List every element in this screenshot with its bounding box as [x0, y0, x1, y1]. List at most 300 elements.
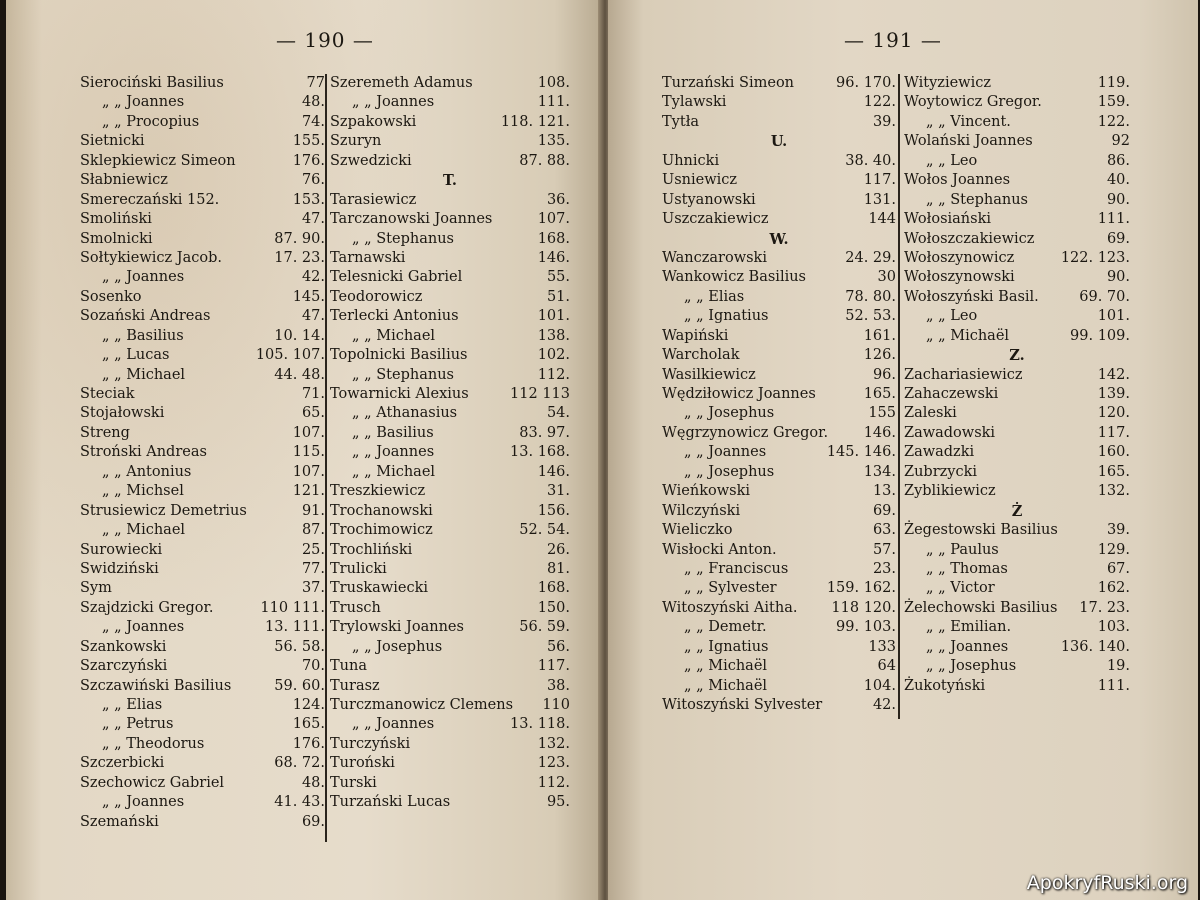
entry-page-refs: 39. [872, 113, 896, 130]
entry-page-refs: 44. 48. [274, 366, 325, 383]
entry-name: Szczawiński Basilius [80, 677, 232, 694]
entry-name: Wanczarowski [662, 249, 767, 266]
entry-page-refs: 69. [301, 813, 325, 830]
entry-page-refs: 138. [537, 327, 570, 344]
entry-page-refs: 37. [301, 580, 325, 597]
entry-name: Żukotyński [904, 677, 986, 694]
entry-name: Smoliński [80, 211, 152, 228]
entry-page-refs: 68. 72. [274, 755, 325, 772]
entry-name: „ „ Stephanus [352, 366, 454, 383]
entry-page-refs: 110 111. [260, 599, 325, 616]
entry-page-refs: 77 [306, 75, 325, 91]
entry-page-refs: 146. [863, 424, 896, 441]
index-entry [662, 463, 896, 482]
entry-page-refs: 92 [1111, 133, 1130, 150]
index-entry [330, 677, 570, 696]
index-entry [904, 210, 1130, 229]
entry-name: „ „ Joannes [102, 269, 185, 286]
entry-page-refs: 13. [872, 483, 896, 500]
entry-name: Trylowski Joannes [330, 619, 464, 636]
right-page-column-1 [662, 74, 896, 715]
index-entry [904, 74, 1130, 93]
entry-name: Wityziewicz [904, 75, 991, 91]
entry-name: Tarasiewicz [330, 191, 417, 208]
entry-page-refs: 70. [301, 658, 325, 675]
entry-name: „ „ Vincent. [926, 113, 1011, 130]
entry-page-refs: 120. [1097, 405, 1130, 422]
index-entry [904, 191, 1130, 210]
entry-page-refs: 117. [537, 658, 570, 675]
index-entry [80, 657, 325, 676]
entry-page-refs: 139. [1097, 386, 1130, 402]
entry-page-refs: 41. 43. [274, 794, 325, 811]
entry-page-refs: 52. 53. [845, 308, 896, 325]
entry-name: „ „ Procopius [102, 113, 200, 130]
left-page-column-2 [330, 74, 570, 813]
index-entry [80, 191, 325, 210]
index-entry [662, 696, 896, 715]
entry-name: Szarczyński [80, 658, 168, 675]
index-entry [662, 482, 896, 501]
entry-page-refs: 129. [1097, 541, 1130, 558]
entry-page-refs: 64 [877, 658, 896, 675]
entry-page-refs: 117. [863, 172, 896, 189]
index-entry [904, 541, 1130, 560]
entry-page-refs: 56. 59. [519, 619, 570, 636]
index-entry [662, 599, 896, 618]
entry-name: Tarczanowski Joannes [330, 211, 493, 228]
entry-name: „ „ Josephus [684, 405, 775, 422]
entry-name: Wasilkiewicz [662, 366, 756, 383]
index-entry [662, 113, 896, 132]
entry-page-refs: 47. [301, 211, 325, 228]
entry-page-refs: 117. [1097, 424, 1130, 441]
entry-page-refs: 156. [537, 502, 570, 519]
entry-page-refs: 146. [537, 249, 570, 266]
entry-name: Woytowicz Gregor. [904, 94, 1042, 111]
entry-name: „ „ Josephus [352, 638, 443, 655]
index-entry [330, 307, 570, 326]
left-page-number: — 190 — [276, 28, 374, 52]
index-entry [80, 599, 325, 618]
entry-page-refs: 105. 107. [255, 347, 325, 364]
entry-name: „ „ Basilius [352, 424, 434, 441]
entry-name: Truskawiecki [330, 580, 428, 597]
entry-name: Szeremeth Adamus [330, 75, 473, 91]
entry-page-refs: 31. [546, 483, 570, 500]
index-entry [330, 443, 570, 462]
entry-page-refs: 65. [301, 405, 325, 422]
entry-name: Szechowicz Gabriel [80, 774, 225, 791]
entry-name: „ „ Josephus [684, 463, 775, 480]
entry-name: Topolnicki Basilius [330, 347, 468, 364]
entry-page-refs: 112. [537, 366, 570, 383]
entry-name: Węgrzynowicz Gregor. [662, 424, 829, 441]
entry-name: Warcholak [662, 347, 740, 364]
entry-name: Sym [80, 580, 112, 597]
index-entry [80, 502, 325, 521]
entry-page-refs: 87. 90. [274, 230, 325, 247]
watermark: ApokryfRuski.org [1026, 872, 1188, 894]
index-entry [330, 327, 570, 346]
index-entry [662, 541, 896, 560]
entry-name: „ „ Paulus [926, 541, 999, 558]
index-entry [904, 385, 1130, 404]
entry-name: „ „ Joannes [352, 94, 435, 111]
entry-name: Sołtykiewicz Jacob. [80, 249, 223, 266]
entry-page-refs: 63. [872, 522, 896, 539]
entry-name: Stroński Andreas [80, 444, 207, 461]
entry-page-refs: 17. 23. [1079, 599, 1130, 616]
index-entry [662, 424, 896, 443]
index-entry [330, 502, 570, 521]
index-letter-heading: T. [443, 172, 457, 190]
index-entry [80, 521, 325, 540]
entry-page-refs: 112 113 [510, 386, 570, 402]
entry-page-refs: 126. [863, 347, 896, 364]
entry-name: „ „ Michael [352, 327, 436, 344]
entry-page-refs: 121. [292, 483, 325, 500]
index-entry [904, 93, 1130, 112]
entry-name: Stojałowski [80, 405, 165, 422]
entry-name: Swidziński [80, 560, 159, 577]
index-entry [904, 677, 1130, 696]
entry-name: Trulicki [330, 560, 387, 577]
entry-name: Turczyński [330, 735, 411, 752]
index-entry [80, 793, 325, 812]
entry-name: „ „ Joannes [352, 716, 435, 733]
entry-name: Trochanowski [330, 502, 433, 519]
entry-name: Wołoszyński Basil. [904, 288, 1039, 305]
index-entry [662, 249, 896, 268]
entry-page-refs: 13. 168. [510, 444, 570, 461]
right-page [608, 0, 1198, 900]
entry-page-refs: 123. [537, 755, 570, 772]
index-entry [662, 560, 896, 579]
entry-name: „ „ Petrus [102, 716, 174, 733]
index-entry [904, 424, 1130, 443]
index-entry [904, 599, 1130, 618]
entry-name: Sozański Andreas [80, 308, 211, 325]
entry-page-refs: 131. [863, 191, 896, 208]
entry-name: Zawadowski [904, 424, 996, 441]
entry-name: Uhnicki [662, 152, 720, 169]
right-page-column-2 [904, 74, 1130, 696]
index-entry [662, 521, 896, 540]
index-entry [904, 171, 1130, 190]
entry-page-refs: 36. [546, 191, 570, 208]
entry-page-refs: 39. [1106, 522, 1130, 539]
entry-name: Żelechowski Basilius [904, 599, 1058, 616]
index-entry [904, 657, 1130, 676]
entry-page-refs: 55. [546, 269, 570, 286]
entry-name: „ „ Joannes [684, 444, 767, 461]
entry-name: „ „ Michael [102, 522, 186, 539]
entry-page-refs: 102. [537, 347, 570, 364]
entry-name: Wołoszynowicz [904, 249, 1015, 266]
index-entry [330, 191, 570, 210]
index-entry [80, 152, 325, 171]
index-entry [904, 132, 1130, 151]
index-entry [904, 579, 1130, 598]
index-entry [80, 366, 325, 385]
index-entry [330, 152, 570, 171]
right-page-number: — 191 — [844, 28, 942, 52]
entry-name: Sklepkiewicz Simeon [80, 152, 236, 169]
entry-name: „ „ Lucas [102, 347, 170, 364]
entry-page-refs: 155. [292, 133, 325, 150]
entry-page-refs: 90. [1106, 269, 1130, 286]
entry-name: Sierociński Basilius [80, 75, 224, 91]
index-entry [80, 268, 325, 287]
index-entry [904, 288, 1130, 307]
entry-page-refs: 48. [301, 94, 325, 111]
entry-page-refs: 101. [537, 308, 570, 325]
entry-name: „ „ Michaël [684, 677, 768, 694]
entry-page-refs: 87. 88. [519, 152, 570, 169]
entry-page-refs: 119. [1097, 75, 1130, 91]
entry-name: „ „ Michael [352, 463, 436, 480]
index-entry [80, 541, 325, 560]
entry-page-refs: 108. [537, 75, 570, 91]
index-letter-heading: Z. [1009, 347, 1025, 365]
index-entry [904, 307, 1130, 326]
entry-page-refs: 110 [542, 697, 570, 713]
entry-name: Witoszyński Aitha. [662, 599, 798, 616]
entry-name: „ „ Basilius [102, 327, 184, 344]
entry-page-refs: 132. [1097, 483, 1130, 500]
entry-name: Usniewicz [662, 172, 738, 189]
entry-page-refs: 111. [1097, 211, 1130, 228]
index-entry [904, 230, 1130, 249]
entry-name: Zyblikiewicz [904, 483, 996, 500]
index-entry [330, 696, 570, 715]
index-entry [904, 482, 1130, 501]
index-entry [662, 404, 896, 423]
index-entry [904, 249, 1130, 268]
entry-page-refs: 71. [301, 386, 325, 402]
entry-name: Tytła [662, 113, 700, 130]
index-entry [904, 618, 1130, 637]
entry-name: Steciak [80, 386, 135, 402]
entry-page-refs: 96. [872, 366, 896, 383]
index-entry [80, 579, 325, 598]
entry-name: Zachariasiewicz [904, 366, 1023, 383]
index-entry [80, 210, 325, 229]
index-entry [80, 93, 325, 112]
index-entry [904, 463, 1130, 482]
index-entry [80, 443, 325, 462]
entry-name: „ „ Josephus [926, 658, 1017, 675]
index-entry [662, 346, 896, 365]
entry-name: Strusiewicz Demetrius [80, 502, 247, 519]
entry-name: „ „ Leo [926, 152, 978, 169]
index-entry [330, 404, 570, 423]
entry-name: Terlecki Antonius [330, 308, 459, 325]
entry-name: Turzański Simeon [662, 75, 795, 91]
entry-page-refs: 144 [868, 211, 896, 228]
entry-page-refs: 134. [863, 463, 896, 480]
index-entry [330, 735, 570, 754]
index-entry [330, 774, 570, 793]
entry-page-refs: 168. [537, 230, 570, 247]
entry-page-refs: 17. 23. [274, 249, 325, 266]
entry-page-refs: 83. 97. [519, 424, 570, 441]
index-entry [80, 715, 325, 734]
entry-page-refs: 112. [537, 774, 570, 791]
index-entry [80, 754, 325, 773]
entry-page-refs: 77. [301, 560, 325, 577]
entry-page-refs: 132. [537, 735, 570, 752]
index-entry [662, 152, 896, 171]
entry-name: Wołos Joannes [904, 172, 1011, 189]
index-entry [330, 113, 570, 132]
index-entry [904, 443, 1130, 462]
entry-page-refs: 40. [1106, 172, 1130, 189]
index-entry [662, 385, 896, 404]
entry-name: Wołoszczakiewicz [904, 230, 1035, 247]
entry-name: Uszczakiewicz [662, 211, 769, 228]
entry-page-refs: 59. 60. [274, 677, 325, 694]
index-entry [330, 599, 570, 618]
entry-name: Turczmanowicz Clemens [330, 697, 514, 713]
index-entry [662, 93, 896, 112]
index-entry [904, 327, 1130, 346]
index-entry [904, 113, 1130, 132]
entry-name: „ „ Demetr. [684, 619, 767, 636]
entry-name: „ „ Franciscus [684, 560, 789, 577]
column-divider [898, 74, 900, 719]
entry-name: Szuryn [330, 133, 382, 150]
entry-name: Smereczański 152. [80, 191, 220, 208]
entry-page-refs: 176. [292, 152, 325, 169]
index-entry [330, 715, 570, 734]
entry-name: „ „ Stephanus [926, 191, 1028, 208]
entry-page-refs: 56. [546, 638, 570, 655]
index-entry [662, 657, 896, 676]
entry-page-refs: 142. [1097, 366, 1130, 383]
index-entry [662, 171, 896, 190]
entry-name: Szpakowski [330, 113, 417, 130]
entry-name: Smolnicki [80, 230, 153, 247]
index-entry [662, 618, 896, 637]
entry-page-refs: 30 [877, 269, 896, 286]
index-entry [662, 366, 896, 385]
entry-page-refs: 90. [1106, 191, 1130, 208]
entry-name: Turski [330, 774, 377, 791]
index-entry [662, 502, 896, 521]
entry-page-refs: 95. [546, 794, 570, 811]
entry-name: Wankowicz Basilius [662, 269, 806, 286]
entry-page-refs: 48. [301, 774, 325, 791]
entry-page-refs: 81. [546, 560, 570, 577]
index-entry [662, 677, 896, 696]
entry-name: Wilczyński [662, 502, 741, 519]
entry-name: Ustyanowski [662, 191, 756, 208]
index-entry [80, 618, 325, 637]
entry-name: „ „ Ignatius [684, 308, 769, 325]
index-entry [330, 230, 570, 249]
index-entry [904, 152, 1130, 171]
entry-page-refs: 107. [292, 463, 325, 480]
entry-page-refs: 87. [301, 522, 325, 539]
entry-name: Tuna [330, 658, 367, 675]
entry-page-refs: 96. 170. [836, 75, 896, 91]
entry-page-refs: 101. [1097, 308, 1130, 325]
entry-page-refs: 57. [872, 541, 896, 558]
entry-page-refs: 168. [537, 580, 570, 597]
entry-name: Turasz [330, 677, 380, 694]
index-entry [330, 754, 570, 773]
index-entry [80, 230, 325, 249]
index-entry [80, 735, 325, 754]
index-entry [330, 618, 570, 637]
column-divider [325, 74, 327, 842]
entry-name: „ „ Michaël [926, 327, 1010, 344]
index-entry [80, 638, 325, 657]
index-entry [80, 813, 325, 832]
index-entry [330, 93, 570, 112]
entry-name: Sosenko [80, 288, 142, 305]
entry-name: Telesnicki Gabriel [330, 269, 463, 286]
entry-page-refs: 38. 40. [845, 152, 896, 169]
entry-page-refs: 159. 162. [826, 580, 896, 597]
index-entry [662, 191, 896, 210]
entry-page-refs: 161. [863, 327, 896, 344]
index-entry [904, 404, 1130, 423]
index-entry [80, 404, 325, 423]
entry-page-refs: 150. [537, 599, 570, 616]
entry-page-refs: 51. [546, 288, 570, 305]
entry-page-refs: 52. 54. [519, 522, 570, 539]
index-entry [662, 638, 896, 657]
index-entry [330, 346, 570, 365]
index-entry [330, 424, 570, 443]
entry-page-refs: 122. 123. [1060, 249, 1130, 266]
entry-name: Towarnicki Alexius [330, 386, 469, 402]
index-entry [80, 74, 325, 93]
entry-page-refs: 74. [301, 113, 325, 130]
index-entry [662, 74, 896, 93]
entry-page-refs: 122. [1097, 113, 1130, 130]
entry-page-refs: 69. [1106, 230, 1130, 247]
entry-page-refs: 118. 121. [500, 113, 570, 130]
entry-name: Streng [80, 424, 130, 441]
entry-page-refs: 118 120. [831, 599, 896, 616]
entry-name: Sietnicki [80, 133, 145, 150]
entry-page-refs: 78. 80. [845, 288, 896, 305]
entry-name: Żegestowski Basilius [904, 522, 1058, 539]
entry-name: Trusch [330, 599, 381, 616]
index-entry [330, 385, 570, 404]
entry-name: Szajdzicki Gregor. [80, 599, 214, 616]
index-entry [330, 132, 570, 151]
entry-page-refs: 153. [292, 191, 325, 208]
entry-name: „ „ Emilian. [926, 619, 1012, 636]
entry-page-refs: 165. [1097, 463, 1130, 480]
index-entry [330, 74, 570, 93]
entry-name: „ „ Antonius [102, 463, 192, 480]
index-entry [80, 288, 325, 307]
entry-name: Wędziłowicz Joannes [662, 386, 816, 402]
entry-name: „ „ Michsel [102, 483, 184, 500]
entry-page-refs: 111. [537, 94, 570, 111]
entry-page-refs: 124. [292, 697, 325, 713]
index-entry [662, 443, 896, 462]
entry-name: Tarnawski [330, 249, 406, 266]
index-entry [330, 288, 570, 307]
index-entry [662, 579, 896, 598]
